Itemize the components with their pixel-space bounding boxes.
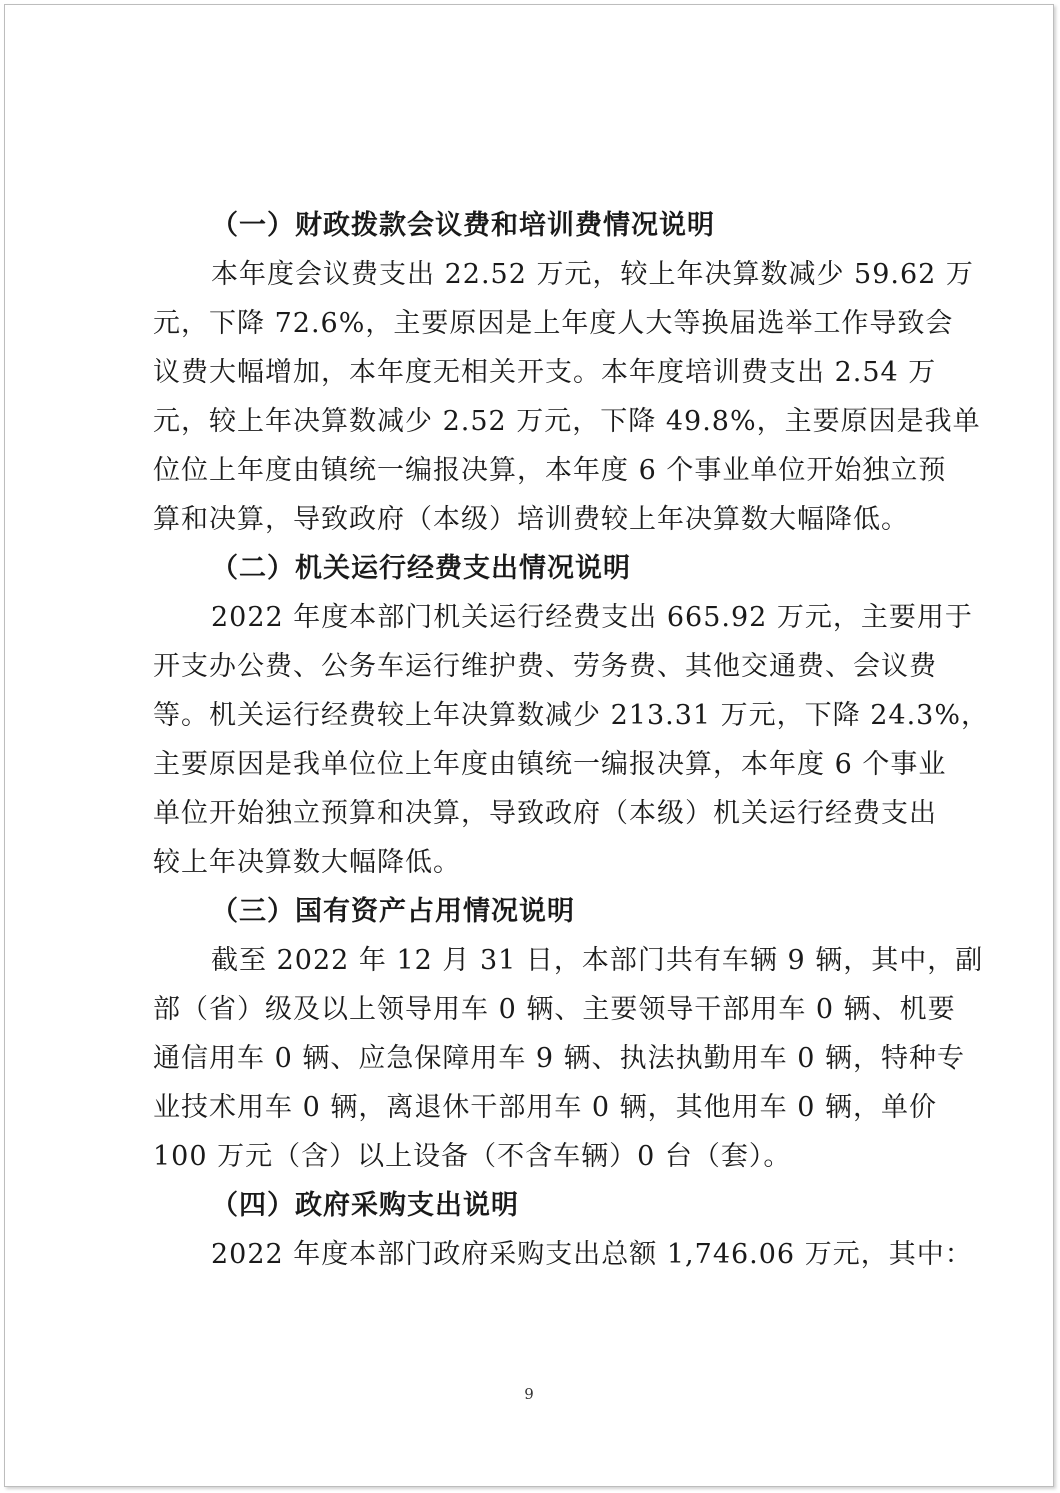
section-paragraph-operating-expenses — [153, 593, 989, 887]
document-page — [4, 4, 1054, 1487]
paragraph-line: 业技术用车 0 辆，离退休干部用车 0 辆，其他用车 0 辆，单价 — [153, 1092, 938, 1123]
section-heading-operating-expenses: （二）机关运行经费支出情况说明 — [211, 553, 631, 584]
paragraph-line: 100 万元（含）以上设备（不含车辆）0 台（套）。 — [153, 1141, 792, 1172]
paragraph-line: 较上年决算数大幅降低。 — [153, 847, 461, 878]
paragraph-line: 部（省）级及以上领导用车 0 辆、主要领导干部用车 0 辆、机要 — [153, 994, 956, 1025]
section-heading-state-assets: （三）国有资产占用情况说明 — [211, 896, 575, 927]
section-paragraph-procurement — [153, 1230, 973, 1279]
paragraph-line: 本年度会议费支出 22.52 万元，较上年决算数减少 59.62 万 — [211, 259, 974, 290]
paragraph-line: 议费大幅增加，本年度无相关开支。本年度培训费支出 2.54 万 — [153, 357, 937, 388]
page-number: 9 — [524, 1385, 534, 1403]
paragraph-line: 开支办公费、公务车运行维护费、劳务费、其他交通费、会议费 — [153, 651, 937, 682]
paragraph-line: 等。机关运行经费较上年决算数减少 213.31 万元，下降 24.3%， — [153, 700, 989, 731]
paragraph-line: 截至 2022 年 12 月 31 日，本部门共有车辆 9 辆，其中，副 — [211, 945, 984, 976]
paragraph-line: 2022 年度本部门政府采购支出总额 1,746.06 万元，其中： — [211, 1239, 973, 1270]
section-heading-meeting-training: （一）财政拨款会议费和培训费情况说明 — [211, 210, 715, 241]
paragraph-line: 算和决算，导致政府（本级）培训费较上年决算数大幅降低。 — [153, 504, 909, 535]
section-paragraph-state-assets — [153, 936, 984, 1181]
section-heading-procurement: （四）政府采购支出说明 — [211, 1190, 519, 1221]
paragraph-line: 通信用车 0 辆、应急保障用车 9 辆、执法执勤用车 0 辆，特种专 — [153, 1043, 966, 1074]
paragraph-line: 单位开始独立预算和决算，导致政府（本级）机关运行经费支出 — [153, 798, 937, 829]
paragraph-line: 位位上年度由镇统一编报决算，本年度 6 个事业单位开始独立预 — [153, 455, 947, 486]
paragraph-line: 主要原因是我单位位上年度由镇统一编报决算，本年度 6 个事业 — [153, 749, 947, 780]
paragraph-line: 2022 年度本部门机关运行经费支出 665.92 万元，主要用于 — [211, 602, 973, 633]
section-paragraph-meeting-training — [153, 250, 981, 544]
document-body — [153, 201, 989, 1279]
paragraph-line: 元，下降 72.6%，主要原因是上年度人大等换届选举工作导致会 — [153, 308, 954, 339]
paragraph-line: 元，较上年决算数减少 2.52 万元，下降 49.8%，主要原因是我单 — [153, 406, 981, 437]
